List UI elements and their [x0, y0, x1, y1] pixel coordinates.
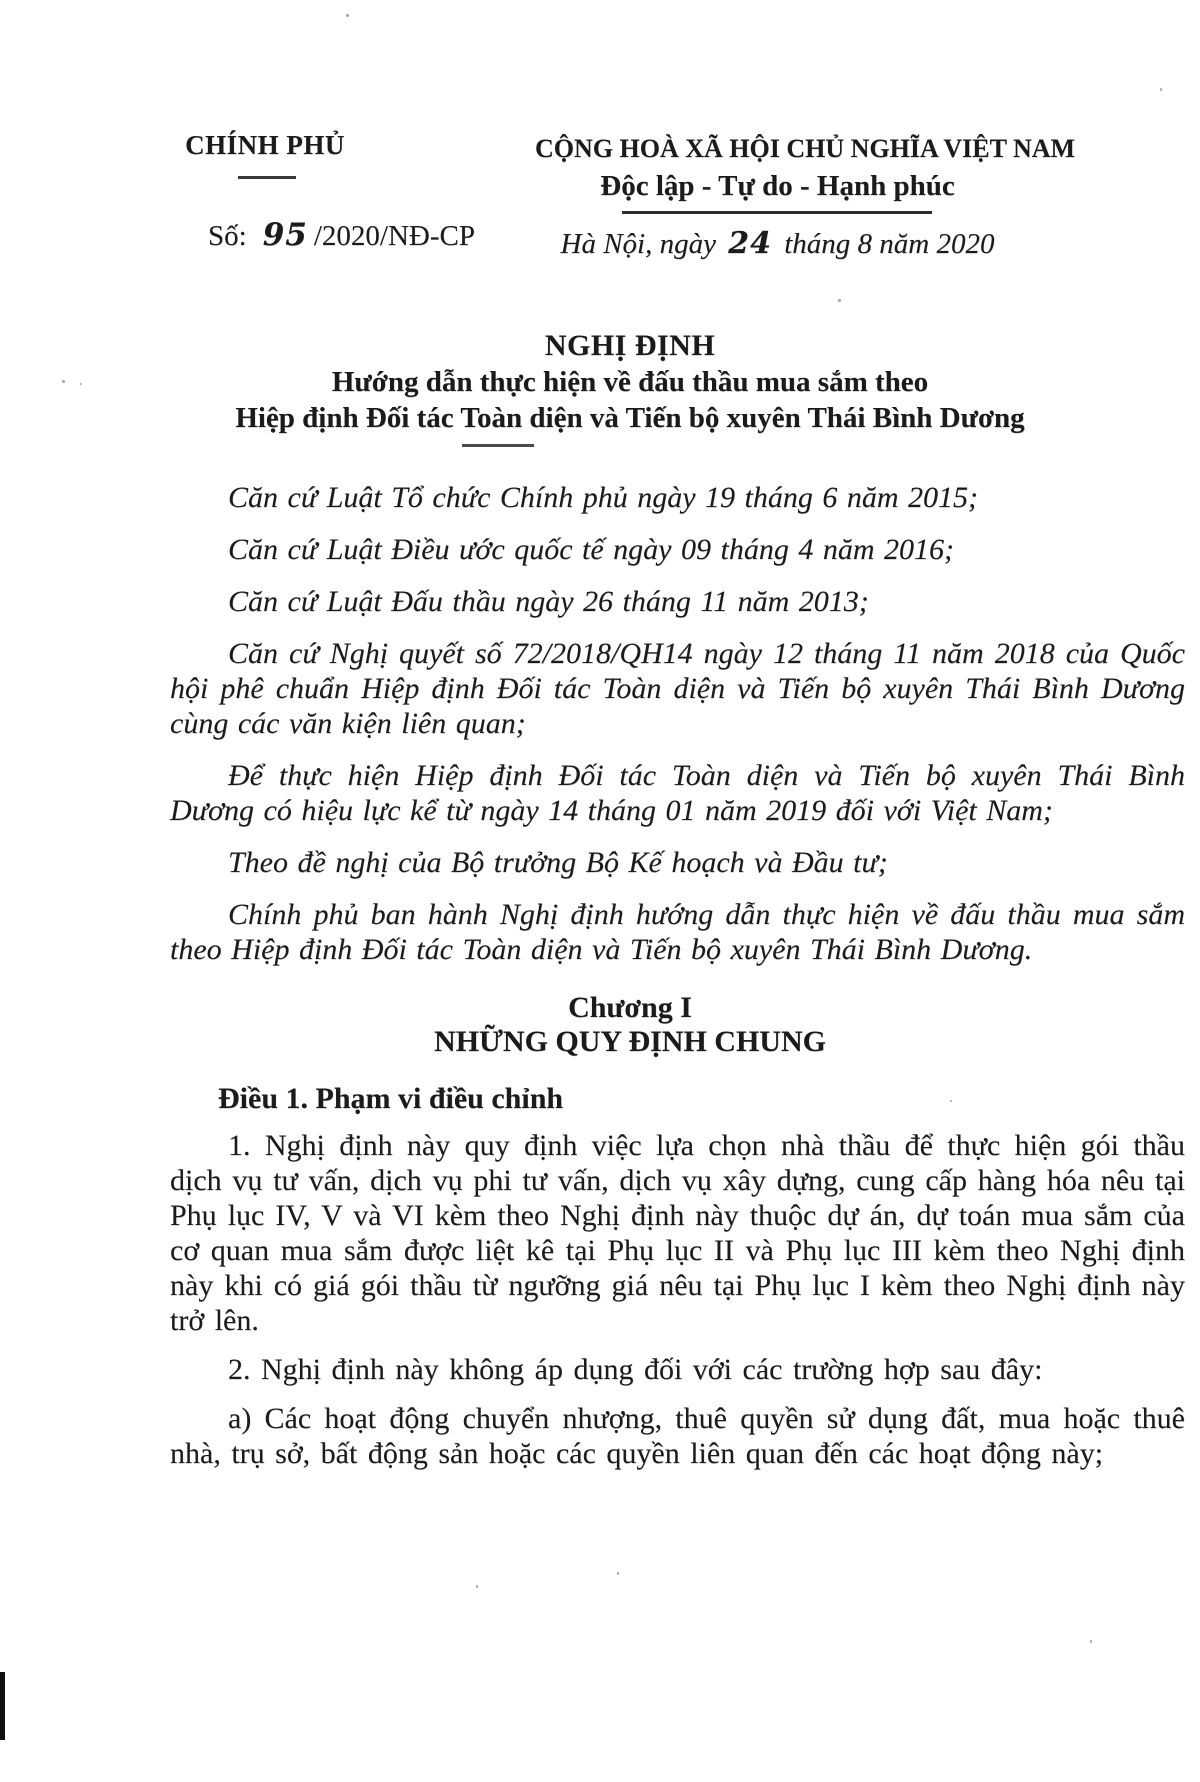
doc-number-handwritten: 95: [262, 217, 308, 253]
scan-speck: [62, 380, 65, 383]
date-day-handwritten: 24: [728, 226, 772, 261]
place-date-prefix: Hà Nội, ngày: [560, 228, 724, 260]
chapter-title: NHỮNG QUY ĐỊNH CHUNG: [434, 1025, 826, 1058]
preamble-paragraph: Theo đề nghị của Bộ trưởng Bộ Kế hoạch và Đầu tư;: [228, 846, 888, 879]
scan-speck: [1160, 88, 1162, 91]
place-date-suffix: tháng 8 năm 2020: [776, 228, 995, 260]
clause-paragraph: a) Các hoạt động chuyển nhượng, thuê quyền sử dụng đất, mua hoặc thuê nhà, trụ sở, bất động sản hoặc các quyền liên quan đến các hoạt động này;: [170, 1402, 1185, 1470]
doc-number: [208, 218, 475, 253]
national-motto: Độc lập - Tự do - Hạnh phúc: [600, 170, 955, 202]
article-heading: Điều 1. Phạm vi điều chỉnh: [218, 1082, 564, 1115]
authority-underline: [238, 176, 296, 179]
decree-title-block: [170, 328, 1090, 447]
scan-speck: [80, 383, 82, 385]
preamble: [170, 480, 1185, 967]
decree-title-line2: Hiệp định Đối tác Toàn diện và Tiến bộ xuyên Thái Bình Dương: [235, 402, 1025, 434]
chapter-number: Chương I: [568, 991, 692, 1024]
preamble-paragraph: Căn cứ Luật Điều ước quốc tế ngày 09 tháng 4 năm 2016;: [228, 533, 954, 566]
preamble-paragraph: Căn cứ Luật Đấu thầu ngày 26 tháng 11 năm 2013;: [228, 585, 869, 618]
document-body: [170, 328, 1185, 1471]
chapter-heading: [170, 991, 1090, 1059]
preamble-paragraph: Để thực hiện Hiệp định Đối tác Toàn diện và Tiến bộ xuyên Thái Bình Dương có hiệu lực kể từ ngày 14 tháng 01 năm 2019 đối với Việt Nam;: [170, 759, 1185, 827]
scan-edge-artifact: [0, 1672, 5, 1740]
scan-speck: [838, 299, 841, 302]
scan-speck: [476, 1585, 478, 1588]
clause-paragraph: 2. Nghị định này không áp dụng đối với các trường hợp sau đây:: [228, 1353, 1043, 1386]
doc-number-label: Số:: [208, 220, 247, 252]
country-name: CỘNG HOÀ XÃ HỘI CHỦ NGHĨA VIỆT NAM: [535, 134, 1076, 163]
title-divider: [462, 444, 534, 447]
national-header: [535, 133, 1076, 204]
clause-paragraph: 1. Nghị định này quy định việc lựa chọn nhà thầu để thực hiện gói thầu dịch vụ tư vấn, dịch vụ phi tư vấn, dịch vụ xây dựng, cung cấp hàng hóa nêu tại Phụ lục IV, V và VI kèm theo Nghị định này thuộc dự án, dự toán mua sắm của cơ quan mua sắm được liệt kê tại Phụ lục II và Phụ lục III kèm theo Nghị định này khi có giá gói thầu từ ngưỡng giá nêu tại Phụ lục I kèm theo Nghị định này trở lên.: [170, 1129, 1185, 1337]
scan-speck: [1090, 1640, 1092, 1643]
preamble-paragraph: Chính phủ ban hành Nghị định hướng dẫn thực hiện về đấu thầu mua sắm theo Hiệp định Đối tác Toàn diện và Tiến bộ xuyên Thái Bình Dương.: [170, 898, 1185, 966]
preamble-paragraph: Căn cứ Luật Tổ chức Chính phủ ngày 19 tháng 6 năm 2015;: [228, 481, 979, 514]
scan-speck: [617, 1572, 619, 1575]
doc-number-suffix: /2020/NĐ-CP: [313, 220, 475, 252]
scan-speck: [950, 1100, 952, 1102]
issuing-authority: CHÍNH PHỦ: [185, 130, 345, 160]
scan-speck: [346, 14, 349, 17]
decree-title-line1: Hướng dẫn thực hiện về đấu thầu mua sắm theo: [331, 366, 929, 398]
motto-underline: [622, 211, 932, 214]
preamble-paragraph: Căn cứ Nghị quyết số 72/2018/QH14 ngày 12 tháng 11 năm 2018 của Quốc hội phê chuẩn Hiệp định Đối tác Toàn diện và Tiến bộ xuyên Thái Bình Dương cùng các văn kiện liên quan;: [170, 637, 1185, 740]
place-and-date: [535, 226, 1020, 262]
article-clauses: [170, 1128, 1185, 1471]
decree-kind: NGHỊ ĐỊNH: [544, 329, 716, 362]
